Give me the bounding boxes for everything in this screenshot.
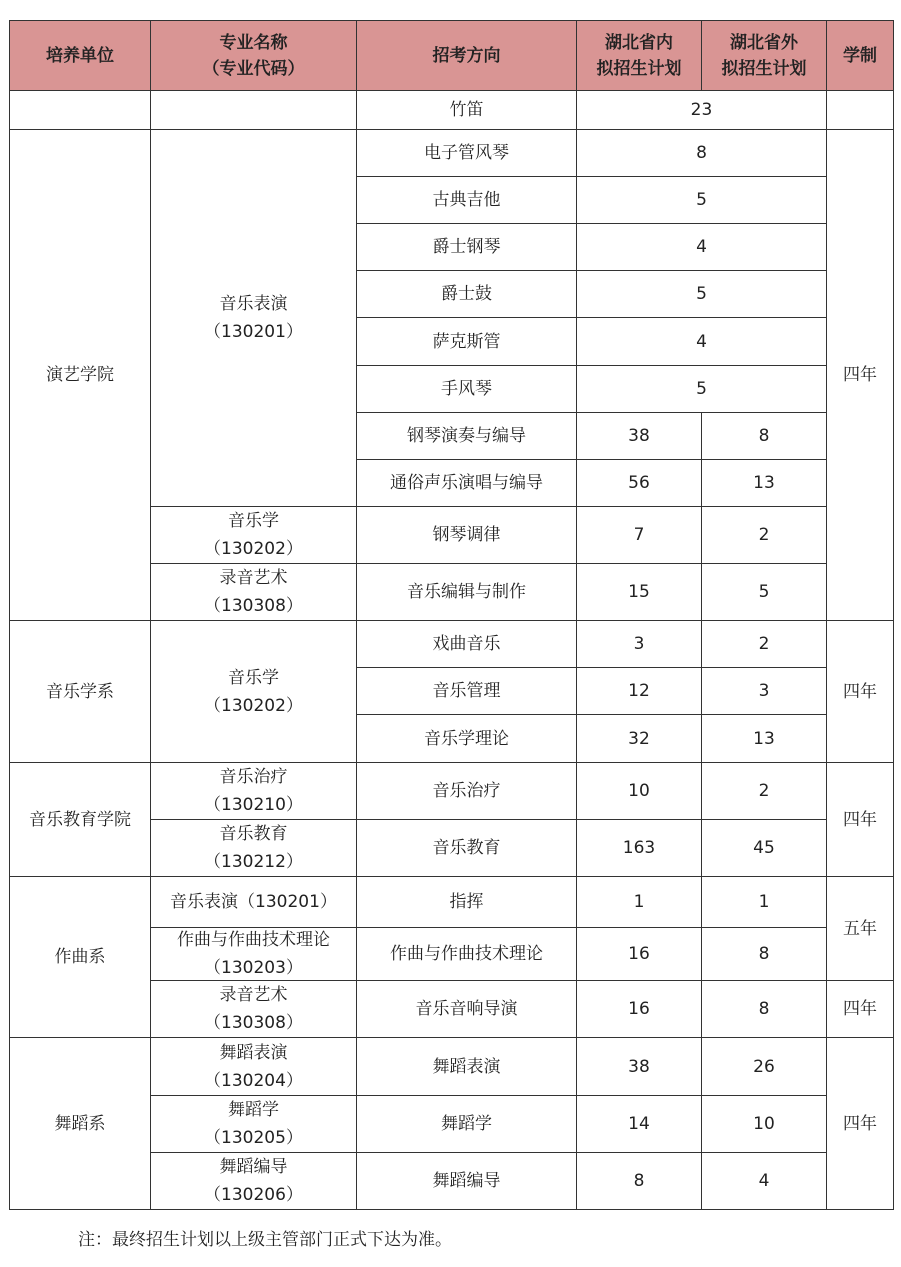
out-province-cell: 8 [758, 426, 770, 446]
out-province-cell: 2 [758, 525, 770, 545]
direction-cell: 通俗声乐演唱与编导 [390, 473, 543, 493]
in-province-cell: 32 [628, 728, 650, 749]
footnote: 注：最终招生计划以上级主管部门正式下达为准。 [78, 1230, 452, 1250]
in-province-cell: 163 [622, 838, 656, 858]
in-province-cell: 38 [628, 1056, 650, 1077]
major-cell: 音乐表演 （130201） [204, 294, 303, 342]
duration-cell: 四年 [843, 1113, 877, 1134]
direction-cell: 钢琴演奏与编导 [407, 426, 526, 446]
direction-cell: 音乐管理 [432, 681, 501, 701]
out-province-cell: 1 [758, 892, 770, 912]
major-cell: 音乐表演（130201） [170, 892, 337, 912]
in-province-cell: 38 [628, 426, 650, 446]
major-cell: 音乐学 （130202） [204, 667, 303, 716]
unit-cell: 作曲系 [54, 947, 106, 967]
out-province-cell: 8 [758, 999, 770, 1019]
out-province-cell: 5 [758, 582, 770, 602]
combined-plan-cell: 5 [696, 379, 707, 399]
header-major: 专业名称 （专业代码） [202, 32, 305, 79]
out-province-cell: 45 [753, 838, 775, 858]
direction-cell: 手风琴 [441, 379, 492, 399]
unit-cell: 舞蹈系 [54, 1113, 106, 1134]
direction-cell: 爵士钢琴 [432, 237, 501, 257]
direction-cell: 指挥 [449, 892, 484, 912]
out-province-cell: 13 [753, 473, 775, 493]
direction-cell: 音乐编辑与制作 [407, 582, 526, 602]
header-direction: 招考方向 [432, 45, 501, 66]
major-cell: 录音艺术 （130308） [204, 568, 303, 616]
direction-cell: 戏曲音乐 [432, 634, 501, 654]
direction-cell: 舞蹈编导 [432, 1171, 501, 1191]
in-province-cell: 7 [633, 525, 645, 545]
direction-cell: 音乐治疗 [432, 781, 501, 801]
duration-cell: 四年 [843, 809, 877, 830]
combined-plan-cell: 23 [690, 100, 713, 120]
direction-cell: 古典吉他 [432, 190, 501, 210]
out-province-cell: 4 [758, 1171, 770, 1191]
combined-plan-cell: 4 [696, 331, 707, 352]
duration-cell: 四年 [843, 999, 877, 1019]
direction-cell: 竹笛 [449, 100, 484, 120]
duration-cell: 五年 [843, 918, 877, 939]
combined-plan-cell: 5 [696, 284, 707, 304]
in-province-cell: 16 [628, 944, 650, 964]
direction-cell: 萨克斯管 [432, 331, 501, 352]
unit-cell: 音乐学系 [46, 681, 114, 702]
in-province-cell: 10 [628, 781, 650, 801]
in-province-cell: 15 [628, 582, 650, 602]
unit-cell: 音乐教育学院 [29, 809, 131, 830]
out-province-cell: 10 [753, 1114, 775, 1134]
grid-line [9, 1209, 894, 1210]
combined-plan-cell: 4 [696, 237, 707, 257]
unit-cell: 演艺学院 [46, 365, 114, 385]
out-province-cell: 13 [753, 728, 775, 749]
direction-cell: 舞蹈表演 [432, 1056, 501, 1077]
duration-cell: 四年 [843, 365, 877, 385]
in-province-cell: 8 [633, 1171, 645, 1191]
duration-cell: 四年 [843, 681, 877, 702]
direction-cell: 舞蹈学 [441, 1114, 492, 1134]
major-cell: 舞蹈学 （130205） [204, 1100, 303, 1148]
combined-plan-cell: 8 [696, 143, 707, 163]
out-province-cell: 2 [758, 634, 770, 654]
in-province-cell: 12 [628, 681, 650, 701]
header-out-province: 湖北省外 拟招生计划 [721, 32, 807, 79]
header-duration: 学制 [843, 45, 877, 66]
grid-line [893, 20, 894, 1210]
major-cell: 音乐学 （130202） [204, 511, 303, 559]
direction-cell: 音乐教育 [432, 838, 501, 858]
direction-cell: 钢琴调律 [432, 525, 501, 545]
combined-plan-cell: 5 [696, 190, 707, 210]
header-in-province: 湖北省内 拟招生计划 [596, 32, 682, 79]
direction-cell: 爵士鼓 [441, 284, 492, 304]
in-province-cell: 3 [633, 634, 645, 654]
direction-cell: 音乐学理论 [424, 728, 509, 749]
major-cell: 作曲与作曲技术理论 （130203） [177, 930, 330, 978]
in-province-cell: 14 [628, 1114, 650, 1134]
major-cell: 舞蹈表演 （130204） [204, 1042, 303, 1091]
in-province-cell: 16 [628, 999, 650, 1019]
header-unit: 培养单位 [46, 45, 114, 66]
in-province-cell: 1 [633, 892, 645, 912]
out-province-cell: 8 [758, 944, 770, 964]
major-cell: 音乐治疗 （130210） [204, 767, 303, 815]
direction-cell: 电子管风琴 [424, 143, 509, 163]
direction-cell: 音乐音响导演 [415, 999, 518, 1019]
out-province-cell: 3 [758, 681, 770, 701]
major-cell: 录音艺术 （130308） [204, 985, 303, 1033]
in-province-cell: 56 [628, 473, 650, 493]
major-cell: 音乐教育 （130212） [204, 824, 303, 872]
direction-cell: 作曲与作曲技术理论 [390, 944, 543, 964]
out-province-cell: 2 [758, 781, 770, 801]
major-cell: 舞蹈编导 （130206） [204, 1157, 303, 1205]
out-province-cell: 26 [753, 1056, 775, 1077]
